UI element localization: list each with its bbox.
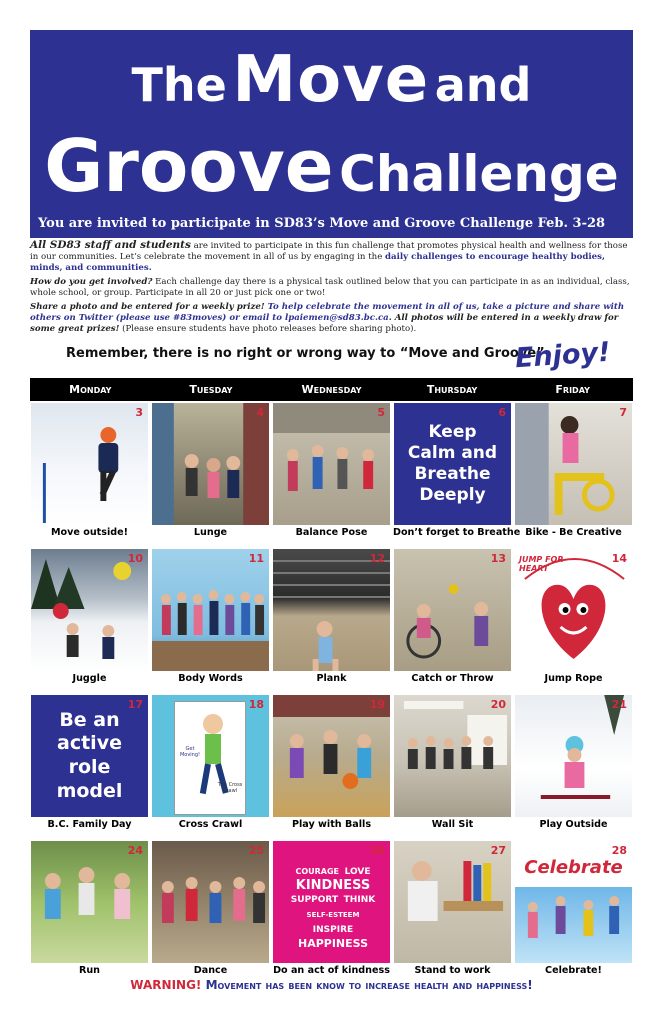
day-thursday: Thursday — [426, 383, 478, 396]
day-number: 18 — [248, 698, 264, 711]
day-caption: B.C. Family Day — [47, 819, 132, 830]
remember-line: Remember, there is no right or wrong way to “Move and Groove” — [66, 346, 545, 361]
day-caption: Celebrate! — [545, 965, 602, 976]
day-caption: Move outside! — [51, 527, 128, 538]
day-cell-27 — [393, 841, 512, 985]
day-number: 10 — [127, 552, 143, 565]
photo-juggle — [31, 549, 148, 671]
book-cover — [174, 701, 246, 815]
celebrate-logo: Celebrate — [524, 857, 623, 878]
photo-run — [31, 841, 148, 963]
day-caption: Don’t forget to Breathe — [393, 527, 521, 538]
day-caption: Stand to work — [414, 965, 491, 976]
day-number: 19 — [369, 698, 385, 711]
photo-play-with-balls — [273, 695, 390, 817]
celebrate-photo — [515, 887, 632, 963]
day-caption: Plank — [316, 673, 347, 684]
day-cell-12 — [272, 549, 391, 693]
day-cell-14 — [514, 549, 633, 693]
intro-text — [30, 240, 633, 338]
book-title: The Cross Crawl — [217, 782, 243, 794]
intro-prizes: . All photos will be entered in a weekly draw for some great prizes! — [30, 313, 619, 334]
day-caption: Play with Balls — [291, 819, 372, 830]
intro-lead-1: All SD83 staff and students — [30, 239, 191, 251]
day-number: 26 — [369, 844, 385, 857]
day-cell-7 — [514, 403, 633, 547]
day-cell-13 — [393, 549, 512, 693]
day-caption: Wall Sit — [431, 819, 474, 830]
day-cell-11 — [151, 549, 270, 693]
title-groove: Groove — [44, 124, 334, 208]
day-cell-19 — [272, 695, 391, 839]
jump-for-heart-logo: JUMP FOR HEART — [519, 555, 564, 573]
intro-lead-3: Share a photo and be entered for a weekly prize! — [30, 302, 265, 312]
day-caption: Lunge — [193, 527, 228, 538]
day-cell-28 — [514, 841, 633, 985]
day-cell-21 — [514, 695, 633, 839]
day-caption: Bike - Be Creative — [525, 527, 622, 538]
photo-body-words — [152, 549, 269, 671]
day-caption: Cross Crawl — [178, 819, 243, 830]
title-challenge: Challenge — [339, 145, 619, 203]
day-number: 11 — [248, 552, 264, 565]
title-move: Move — [232, 43, 430, 117]
day-cell-4 — [151, 403, 270, 547]
kindness-words — [287, 863, 379, 949]
keep-calm-box — [394, 403, 511, 525]
photo-wall-sit — [394, 695, 511, 817]
day-cell-20 — [393, 695, 512, 839]
intro-paragraph-3 — [30, 302, 633, 335]
photo-lunge — [152, 403, 269, 525]
book-speech-bubble: Get Moving! — [179, 746, 201, 758]
day-monday: Monday — [69, 383, 112, 396]
word-self-esteem: SELF-ESTEEM — [306, 911, 360, 919]
day-number: 14 — [611, 552, 627, 565]
day-number: 27 — [490, 844, 506, 857]
day-caption: Jump Rope — [544, 673, 603, 684]
day-number: 25 — [248, 844, 264, 857]
intro-body-2: Each challenge day there is a physical task outlined below that you can participate in as an individual, class, whole school, or group. Participate in all 20 or just pick one or two! — [30, 277, 630, 298]
word-courage: COURAGE — [295, 867, 340, 876]
word-love: LOVE — [344, 867, 371, 877]
warning-label: WARNING! — [130, 978, 202, 992]
intro-note: (Please ensure students have photo releases before sharing photo). — [119, 324, 417, 334]
day-caption: Catch or Throw — [411, 673, 494, 684]
celebrate-graphic — [515, 841, 632, 963]
day-caption: Play Outside — [539, 819, 608, 830]
day-cell-18 — [151, 695, 270, 839]
day-caption: Run — [78, 965, 101, 976]
intro-highlight-1: daily challenges to encourage healthy bodies, minds, and communities. — [30, 252, 605, 273]
photo-stand-to-work — [394, 841, 511, 963]
invite-line: You are invited to participate in SD83’s Move and Groove Challenge Feb. 3-28 — [38, 216, 606, 231]
keep-calm-text: Keep Calm and Breathe Deeply — [407, 421, 498, 506]
weekday-header — [30, 378, 633, 401]
intro-lead-2: How do you get involved? — [30, 277, 153, 287]
word-think: THINK — [343, 895, 376, 905]
photo-dance — [152, 841, 269, 963]
day-number: 3 — [135, 406, 143, 419]
word-support: SUPPORT — [290, 895, 339, 905]
photo-catch-or-throw — [394, 549, 511, 671]
day-cell-24 — [30, 841, 149, 985]
cross-crawl-graphic — [152, 695, 269, 817]
day-wednesday: Wednesday — [301, 383, 362, 396]
warning-line — [0, 978, 663, 992]
day-number: 12 — [369, 552, 385, 565]
word-inspire: INSPIRE — [312, 925, 354, 935]
warning-text: Movement has been know to increase health and happiness! — [205, 978, 533, 992]
photo-play-outside — [515, 695, 632, 817]
day-friday: Friday — [555, 383, 590, 396]
day-number: 6 — [498, 406, 506, 419]
day-cell-3 — [30, 403, 149, 547]
day-number: 17 — [127, 698, 143, 711]
day-cell-6 — [393, 403, 521, 547]
word-kindness: KINDNESS — [295, 878, 371, 893]
title-and: and — [434, 58, 532, 112]
day-cell-5 — [272, 403, 391, 547]
jump-for-heart-graphic — [515, 549, 632, 671]
day-cell-26 — [272, 841, 391, 985]
day-number: 4 — [256, 406, 264, 419]
day-cell-25 — [151, 841, 270, 985]
day-caption: Juggle — [72, 673, 107, 684]
photo-bike — [515, 403, 632, 525]
photo-plank — [273, 549, 390, 671]
day-number: 7 — [619, 406, 627, 419]
word-happiness: HAPPINESS — [297, 937, 368, 950]
challenge-calendar — [30, 403, 633, 985]
day-number: 5 — [377, 406, 385, 419]
day-number: 24 — [127, 844, 143, 857]
day-tuesday: Tuesday — [189, 383, 233, 396]
day-number: 13 — [490, 552, 506, 565]
header-banner — [30, 30, 633, 238]
day-caption: Balance Pose — [295, 527, 368, 538]
intro-share-info: To help celebrate the movement in all of us, take a picture and share with others on Twitter (please use #83moves) or email to lpaiemen@sd83.bc.ca — [30, 302, 625, 323]
day-caption: Body Words — [178, 673, 243, 684]
intro-paragraph-1 — [30, 240, 633, 274]
title-the: The — [131, 58, 227, 112]
day-caption: Dance — [193, 965, 228, 976]
title-line-1 — [30, 43, 633, 117]
intro-paragraph-2 — [30, 277, 633, 299]
enjoy-logo: Enjoy! — [514, 336, 612, 375]
role-model-box — [31, 695, 148, 817]
intro-body-1: are invited to participate in this fun challenge that promotes physical health and wellness for those in our communities. Let’s celebrate the movement in all of us by engaging in the — [30, 241, 628, 262]
role-model-text: Be an active role model — [56, 708, 123, 802]
day-number: 20 — [490, 698, 506, 711]
photo-move-outside — [31, 403, 148, 525]
photo-balance-pose — [273, 403, 390, 525]
day-cell-17 — [30, 695, 149, 839]
title-line-2 — [30, 124, 633, 208]
day-number: 21 — [611, 698, 627, 711]
kindness-shirt-graphic — [273, 841, 390, 963]
day-cell-10 — [30, 549, 149, 693]
day-caption: Do an act of kindness — [273, 965, 390, 976]
day-number: 28 — [611, 844, 627, 857]
